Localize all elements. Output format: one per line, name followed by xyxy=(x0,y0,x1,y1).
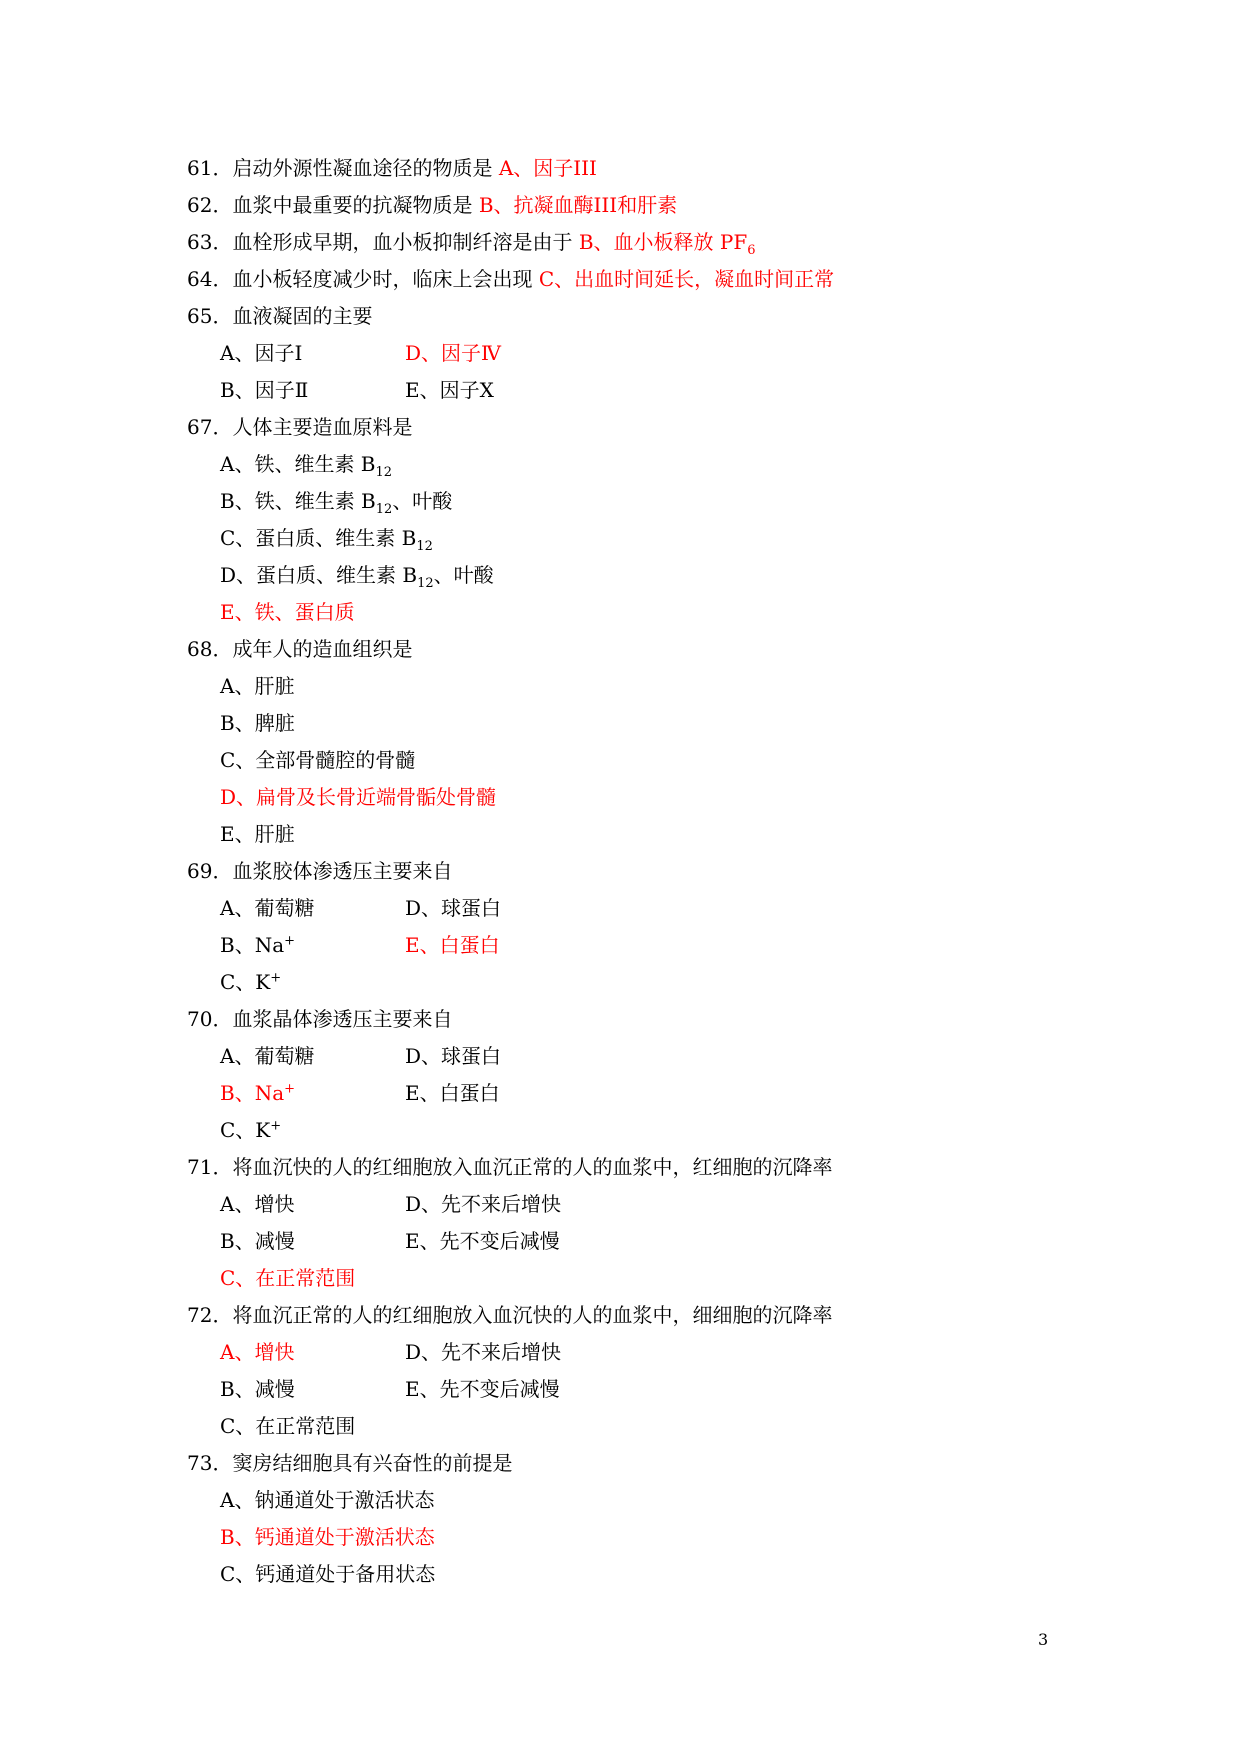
question-72: 72．将血沉正常的人的红细胞放入血沉快的人的血浆中，细细胞的沉降率 xyxy=(187,1303,833,1327)
page-number: 3 xyxy=(1038,1630,1049,1649)
question-71: 71．将血沉快的人的红细胞放入血沉正常的人的血浆中，红细胞的沉降率 xyxy=(187,1155,833,1179)
option-row xyxy=(187,1075,1067,1112)
question-69: 69．血浆胶体渗透压主要来自 xyxy=(187,859,453,883)
option-a: A、增快 xyxy=(220,1192,295,1216)
option-e: E、白蛋白 xyxy=(405,1081,500,1105)
option-row xyxy=(187,1223,1067,1260)
option-row xyxy=(187,890,1067,927)
option-b: B、脾脏 xyxy=(220,711,295,735)
option-row xyxy=(187,1186,1067,1223)
option-row xyxy=(187,927,1067,964)
option-a: A、肝脏 xyxy=(220,674,295,698)
option-c: C、在正常范围 xyxy=(220,1414,356,1438)
option-b-answer: B、Na+ xyxy=(220,1081,296,1105)
option-a: A、葡萄糖 xyxy=(220,896,315,920)
option-b: B、减慢 xyxy=(220,1229,295,1253)
option-a: A、因子Ⅰ xyxy=(220,341,303,365)
option-d: D、先不来后增快 xyxy=(405,1192,562,1216)
option-e: E、因子Ⅹ xyxy=(405,378,494,402)
option-b: B、Na+ xyxy=(220,933,296,957)
question-61: 61．启动外源性凝血途径的物质是 A、因子III xyxy=(187,156,597,180)
option-d: D、球蛋白 xyxy=(405,896,502,920)
question-70: 70．血浆晶体渗透压主要来自 xyxy=(187,1007,453,1031)
option-row xyxy=(187,1038,1067,1075)
question-68: 68．成年人的造血组织是 xyxy=(187,637,413,661)
question-64: 64．血小板轻度减少时，临床上会出现 C、出血时间延长，凝血时间正常 xyxy=(187,267,835,291)
option-a: A、葡萄糖 xyxy=(220,1044,315,1068)
option-c: C、K+ xyxy=(220,970,282,994)
option-d-answer: D、扁骨及长骨近端骨骺处骨髓 xyxy=(220,785,497,809)
option-b: B、铁、维生素 $B_{12}$、叶酸 xyxy=(220,489,453,517)
answer-64: C、出血时间延长，凝血时间正常 xyxy=(538,267,835,291)
option-row xyxy=(187,335,1067,372)
option-a-answer: A、增快 xyxy=(220,1340,295,1364)
answer-61: A、因子III xyxy=(498,156,597,180)
option-c: C、钙通道处于备用状态 xyxy=(220,1562,436,1586)
option-row xyxy=(187,1371,1067,1408)
answer-62: B、抗凝血酶III和肝素 xyxy=(478,193,678,217)
option-e-answer: E、白蛋白 xyxy=(405,933,500,957)
option-e: E、先不变后减慢 xyxy=(405,1229,560,1253)
option-d: D、蛋白质、维生素 $B_{12}$、叶酸 xyxy=(220,563,494,591)
option-b: B、减慢 xyxy=(220,1377,295,1401)
question-67: 67．人体主要造血原料是 xyxy=(187,415,413,439)
option-d-answer: D、因子Ⅳ xyxy=(405,341,502,365)
answer-63: B、血小板释放 $PF_6$ xyxy=(578,230,756,258)
option-row xyxy=(187,1334,1067,1371)
question-62: 62．血浆中最重要的抗凝物质是 B、抗凝血酶III和肝素 xyxy=(187,193,678,217)
option-a: A、铁、维生素 $B_{12}$ xyxy=(220,452,393,480)
option-b-answer: B、钙通道处于激活状态 xyxy=(220,1525,435,1549)
option-d: D、球蛋白 xyxy=(405,1044,502,1068)
option-c-answer: C、在正常范围 xyxy=(220,1266,356,1290)
option-c: C、全部骨髓腔的骨髓 xyxy=(220,748,416,772)
question-65: 65．血液凝固的主要 xyxy=(187,304,373,328)
question-list xyxy=(187,150,1067,1593)
option-b: B、因子Ⅱ xyxy=(220,378,309,402)
option-d: D、先不来后增快 xyxy=(405,1340,562,1364)
option-e: E、先不变后减慢 xyxy=(405,1377,560,1401)
option-c: C、K+ xyxy=(220,1118,282,1142)
question-63: 63．血栓形成早期，血小板抑制纤溶是由于 B、血小板释放 $PF_6$ xyxy=(187,230,756,258)
option-c: C、蛋白质、维生素 $B_{12}$ xyxy=(220,526,433,554)
option-e: E、肝脏 xyxy=(220,822,295,846)
option-e-answer: E、铁、蛋白质 xyxy=(220,600,355,624)
option-a: A、钠通道处于激活状态 xyxy=(220,1488,435,1512)
option-row xyxy=(187,372,1067,409)
question-73: 73．窦房结细胞具有兴奋性的前提是 xyxy=(187,1451,513,1475)
